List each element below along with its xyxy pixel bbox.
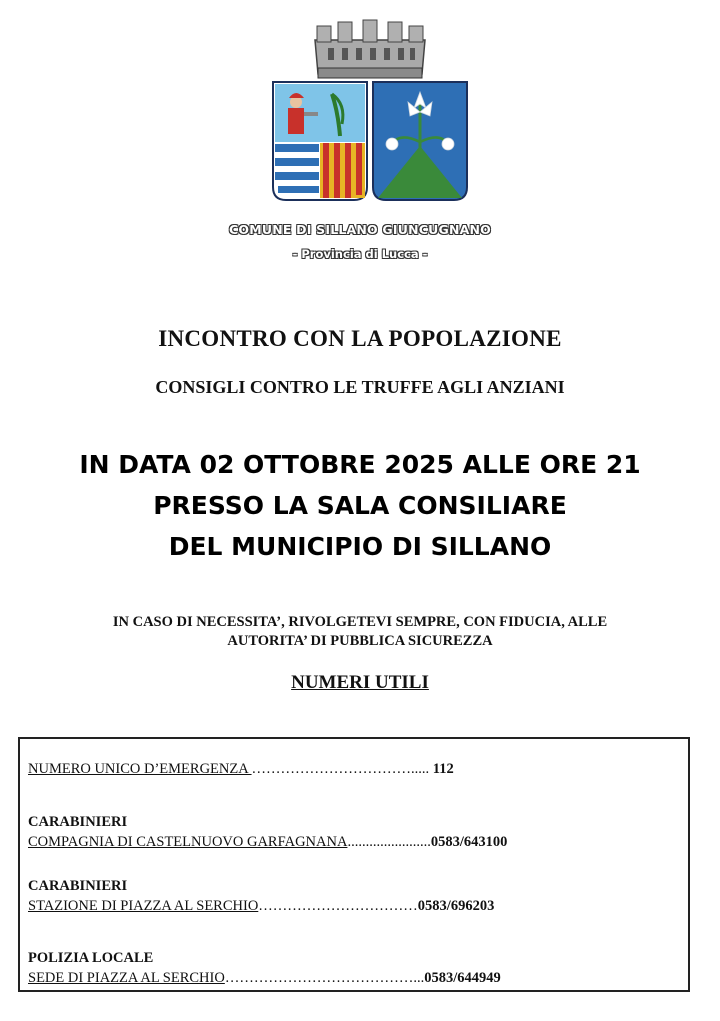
province-name: - Provincia di Lucca - (292, 247, 428, 261)
numbers-heading (0, 672, 720, 694)
contact-number: 112 (432, 761, 454, 777)
contact-dots: ……………………………..... (251, 761, 433, 777)
contact-category: POLIZIA LOCALE (28, 950, 154, 966)
page-title: INCONTRO CON LA POPOLAZIONE (158, 326, 562, 351)
contact-label: COMPAGNIA DI CASTELNUOVO GARFAGNANA (28, 834, 348, 850)
contact-number: 0583/644949 (424, 970, 501, 986)
contact-number: 0583/696203 (417, 898, 495, 914)
coat-of-arms-icon (270, 12, 470, 207)
event-details (0, 444, 720, 567)
contact-dots: ....................... (347, 834, 431, 850)
contact-category: CARABINIERI (28, 814, 128, 830)
numbers-heading-text: NUMERI UTILI (291, 672, 429, 693)
contact-row-polizia-locale (28, 970, 501, 987)
right-shield-icon (373, 82, 467, 200)
event-date-line: IN DATA 02 OTTOBRE 2025 ALLE ORE 21 (79, 450, 641, 479)
left-shield-icon (273, 82, 367, 200)
advice-text (0, 613, 720, 651)
contact-row-piazza-stazione (28, 898, 494, 915)
contacts-box (18, 737, 690, 992)
contact-label: NUMERO UNICO D’EMERGENZA (28, 761, 252, 777)
contact-category: CARABINIERI (28, 878, 128, 894)
contact-dots: …………………………… (258, 898, 418, 914)
advice-line-2: AUTORITA’ DI PUBBLICA SICUREZZA (227, 633, 493, 649)
event-place-line: DEL MUNICIPIO DI SILLANO (168, 532, 552, 561)
page-subtitle: CONSIGLI CONTRO LE TRUFFE AGLI ANZIANI (155, 377, 565, 397)
advice-line-1: IN CASO DI NECESSITA’, RIVOLGETEVI SEMPRE, CON FIDUCIA, ALLE (112, 614, 608, 630)
contact-label: SEDE DI PIAZZA AL SERCHIO (28, 970, 225, 986)
crown-icon (315, 20, 425, 78)
municipality-name: COMUNE DI SILLANO GIUNCUGNANO (229, 222, 491, 237)
contact-label: STAZIONE DI PIAZZA AL SERCHIO (28, 898, 259, 914)
contact-number: 0583/643100 (430, 834, 508, 850)
contact-dots: …………………………………... (224, 970, 425, 986)
event-venue-line: PRESSO LA SALA CONSILIARE (153, 491, 567, 520)
contact-row-emergency (28, 761, 454, 778)
contact-row-castelnuovo (28, 834, 507, 851)
